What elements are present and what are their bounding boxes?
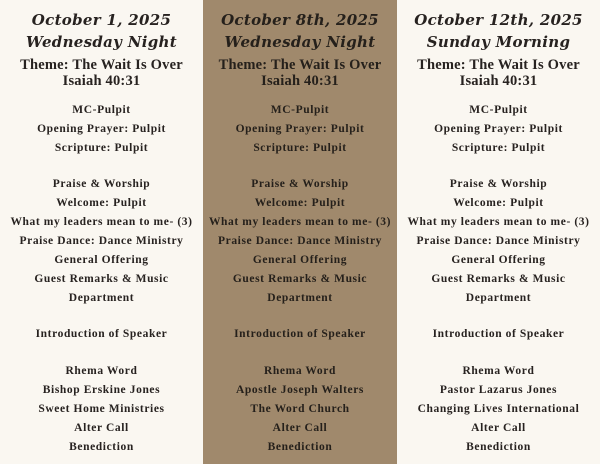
program-item: Praise Dance: Dance Ministry [19, 235, 184, 247]
opening-block [397, 101, 600, 158]
program-column-oct1 [0, 0, 203, 464]
date-heading: October 1, 2025 [31, 11, 172, 29]
speaker-name: Pastor Lazarus Jones [439, 384, 558, 396]
theme-line: Theme: The Wait Is Over [417, 57, 580, 73]
program-item: Welcome: Pulpit [56, 197, 147, 209]
scripture-reference: Isaiah 40:31 [62, 73, 141, 89]
ministry-name: Changing Lives International [417, 403, 580, 415]
program-item: What my leaders mean to me- (3) [407, 216, 590, 228]
program-item: Praise & Worship [449, 178, 548, 190]
program-item: Scripture: Pulpit [54, 142, 149, 154]
program-item: Introduction of Speaker [234, 328, 366, 340]
closing-block [0, 362, 203, 457]
program-item: Opening Prayer: Pulpit [235, 123, 365, 135]
program-item: Guest Remarks & Music [34, 273, 169, 285]
program-item: Introduction of Speaker [432, 328, 565, 340]
program-item: General Offering [54, 254, 149, 266]
program-order-block [203, 175, 397, 308]
program-item: Welcome: Pulpit [254, 197, 346, 209]
program-item: MC-Pulpit [469, 104, 528, 116]
opening-block [0, 101, 203, 158]
program-item: Praise Dance: Dance Ministry [217, 235, 383, 247]
date-heading: October 12th, 2025 [414, 11, 583, 29]
scripture-reference: Isaiah 40:31 [459, 73, 538, 89]
program-item: General Offering [451, 254, 546, 266]
program-item: Rhema Word [264, 365, 336, 377]
intro-block [397, 325, 600, 344]
closing-block [203, 362, 397, 457]
program-item: Scripture: Pulpit [451, 142, 546, 154]
program-item: Welcome: Pulpit [453, 197, 544, 209]
speaker-name: Apostle Joseph Walters [236, 384, 364, 396]
program-item: Praise Dance: Dance Ministry [416, 235, 581, 247]
ministry-name: The Word Church [250, 403, 350, 415]
program-item: Rhema Word [65, 365, 138, 377]
program-order-block [397, 175, 600, 308]
theme-block [203, 57, 397, 89]
program-item: Department [267, 292, 333, 304]
program-item: What my leaders mean to me- (3) [208, 216, 392, 228]
program-item: Opening Prayer: Pulpit [37, 123, 166, 135]
program-column-oct12 [397, 0, 600, 464]
speaker-name: Bishop Erskine Jones [42, 384, 161, 396]
service-day-heading: Wednesday Night [224, 33, 376, 51]
theme-line: Theme: The Wait Is Over [218, 57, 382, 73]
program-item: Opening Prayer: Pulpit [434, 123, 563, 135]
program-item: Department [68, 292, 135, 304]
program-item: Benediction [267, 441, 333, 453]
program-column-oct8 [203, 0, 397, 464]
program-item: Department [465, 292, 532, 304]
intro-block [0, 325, 203, 344]
closing-block [397, 362, 600, 457]
program-item: MC-Pulpit [270, 104, 330, 116]
service-day-heading: Wednesday Night [26, 33, 177, 51]
program-item: MC-Pulpit [72, 104, 131, 116]
ministry-name: Sweet Home Ministries [38, 403, 165, 415]
program-item: Introduction of Speaker [35, 328, 168, 340]
program-item: Alter Call [471, 422, 526, 434]
program-order-block [0, 175, 203, 308]
date-heading: October 8th, 2025 [221, 11, 379, 29]
program-item: General Offering [252, 254, 348, 266]
program-item: Guest Remarks & Music [431, 273, 566, 285]
scripture-reference: Isaiah 40:31 [261, 73, 339, 89]
program-item: Scripture: Pulpit [253, 142, 347, 154]
program-item: Rhema Word [462, 365, 535, 377]
theme-block [397, 57, 600, 89]
program-item: Alter Call [74, 422, 129, 434]
program-item: Alter Call [272, 422, 328, 434]
opening-block [203, 101, 397, 158]
program-item: Praise & Worship [52, 178, 151, 190]
program-item: Praise & Worship [251, 178, 349, 190]
program-item: Benediction [466, 441, 531, 453]
program-item: Benediction [69, 441, 134, 453]
program-item: Guest Remarks & Music [232, 273, 368, 285]
intro-block [203, 325, 397, 344]
theme-line: Theme: The Wait Is Over [20, 57, 183, 73]
theme-block [0, 57, 203, 89]
program-item: What my leaders mean to me- (3) [10, 216, 193, 228]
service-day-heading: Sunday Morning [426, 33, 571, 51]
